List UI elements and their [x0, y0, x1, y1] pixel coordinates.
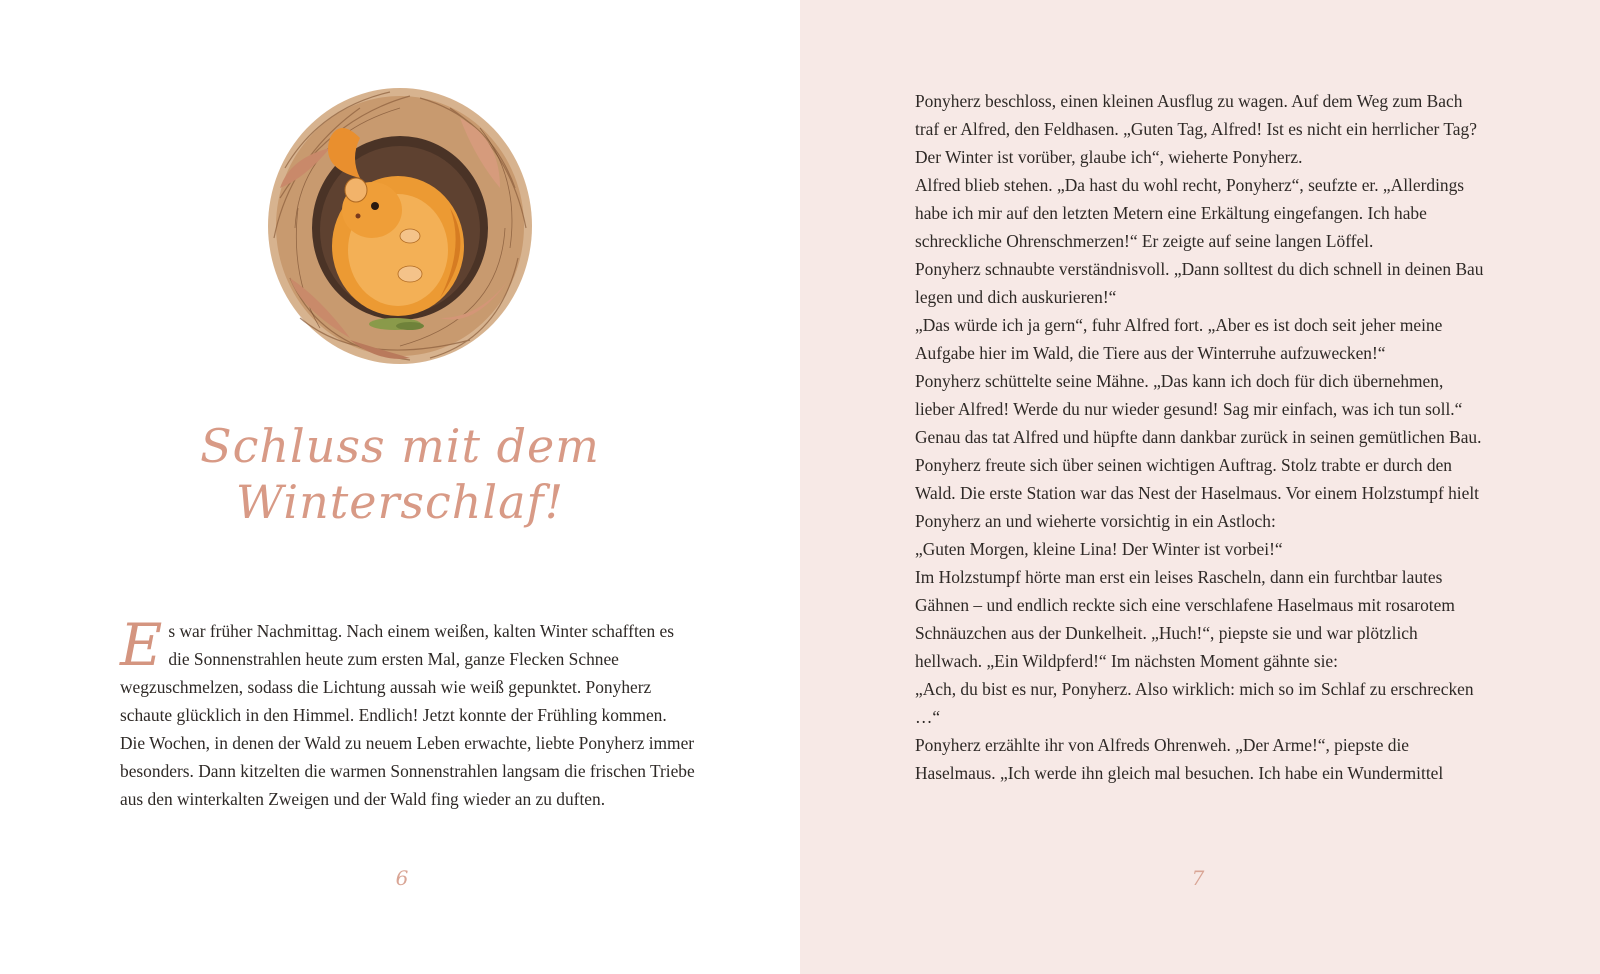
paragraph: „Ach, du bist es nur, Ponyherz. Also wirklich: mich so im Schlaf zu erschrecken …“	[915, 679, 1474, 727]
left-body-text	[120, 611, 695, 813]
paragraph: Alfred blieb stehen. „Da hast du wohl recht, Ponyherz“, seufzte er. „Allerdings habe ich mir auf den letzten Metern eine Erkältung eingefangen. Ich habe schreckliche Ohrenschmerzen!“ Er zeigte auf seine langen Löffel.	[915, 175, 1465, 251]
dormouse-nest-illustration	[260, 78, 540, 373]
right-body-text	[915, 87, 1485, 787]
opening-paragraph	[120, 611, 695, 813]
chapter-title-line-1: Schluss mit dem	[200, 419, 600, 473]
paragraph: Ponyherz erzählte ihr von Alfreds Ohrenweh. „Der Arme!“, piepste die Haselmaus. „Ich werde ihn gleich mal besuchen. Ich habe ein Wundermittel	[915, 735, 1444, 783]
paragraph: „Das würde ich ja gern“, fuhr Alfred fort. „Aber es ist doch seit jeher meine Aufgabe hier im Wald, die Tiere aus der Winterruhe aufzuwecken!“	[915, 315, 1443, 363]
drop-cap: E	[120, 611, 163, 679]
chapter-title	[140, 418, 660, 530]
paragraph: Ponyherz schnaubte verständnisvoll. „Dann solltest du dich schnell in deinen Bau legen und dich auskurieren!“	[915, 259, 1484, 307]
paragraph: Ponyherz beschloss, einen kleinen Ausflug zu wagen. Auf dem Weg zum Bach traf er Alfred, den Feldhasen. „Guten Tag, Alfred! Ist es nicht ein herrlicher Tag? Der Winter ist vorüber, glaube ich“, wieherte Ponyherz.	[915, 91, 1477, 167]
page-number-right: 7	[1191, 866, 1205, 890]
paragraph: Ponyherz freute sich über seinen wichtigen Auftrag. Stolz trabte er durch den Wald. Die erste Station war das Nest der Haselmaus. Vor einem Holzstumpf hielt Ponyherz an und wieherte vorsichtig in ein Astloch:	[915, 455, 1479, 531]
paragraph: Genau das tat Alfred und hüpfte dann dankbar zurück in seinen gemütlichen Bau.	[915, 427, 1482, 447]
paragraph: Ponyherz schüttelte seine Mähne. „Das kann ich doch für dich übernehmen, lieber Alfred! Werde du nur wieder gesund! Sag mir einfach, was ich tun soll.“	[915, 371, 1463, 419]
page-number-left: 6	[395, 866, 409, 890]
paragraph: Im Holzstumpf hörte man erst ein leises Rascheln, dann ein furchtbar lautes Gähnen – und endlich reckte sich eine verschlafene Haselmaus mit rosarotem Schnäuzchen aus der Dunkelheit. „Huch!“, piepste sie und war plötzlich hellwach. „Ein Wildpferd!“ Im nächsten Moment gähnte sie:	[915, 567, 1455, 671]
opening-paragraph-text: s war früher Nachmittag. Nach einem weißen, kalten Winter schafften es die Sonnenstrahlen heute zum ersten Mal, ganze Flecken Schnee wegzuschmelzen, sodass die Lichtung aussah wie weiß gepunktet. Ponyherz schaute glücklich in den Himmel. Endlich! Jetzt konnte der Frühling kommen. Die Wochen, in denen der Wald zu neuem Leben erwachte, liebte Ponyherz immer besonders. Dann kitzelten die warmen Sonnenstrahlen langsam die frischen Triebe aus den winterkalten Zweigen und der Wald fing wieder an zu duften.	[120, 621, 695, 809]
chapter-title-line-2: Winterschlaf!	[235, 475, 565, 529]
paragraph: „Guten Morgen, kleine Lina! Der Winter ist vorbei!“	[915, 539, 1283, 559]
